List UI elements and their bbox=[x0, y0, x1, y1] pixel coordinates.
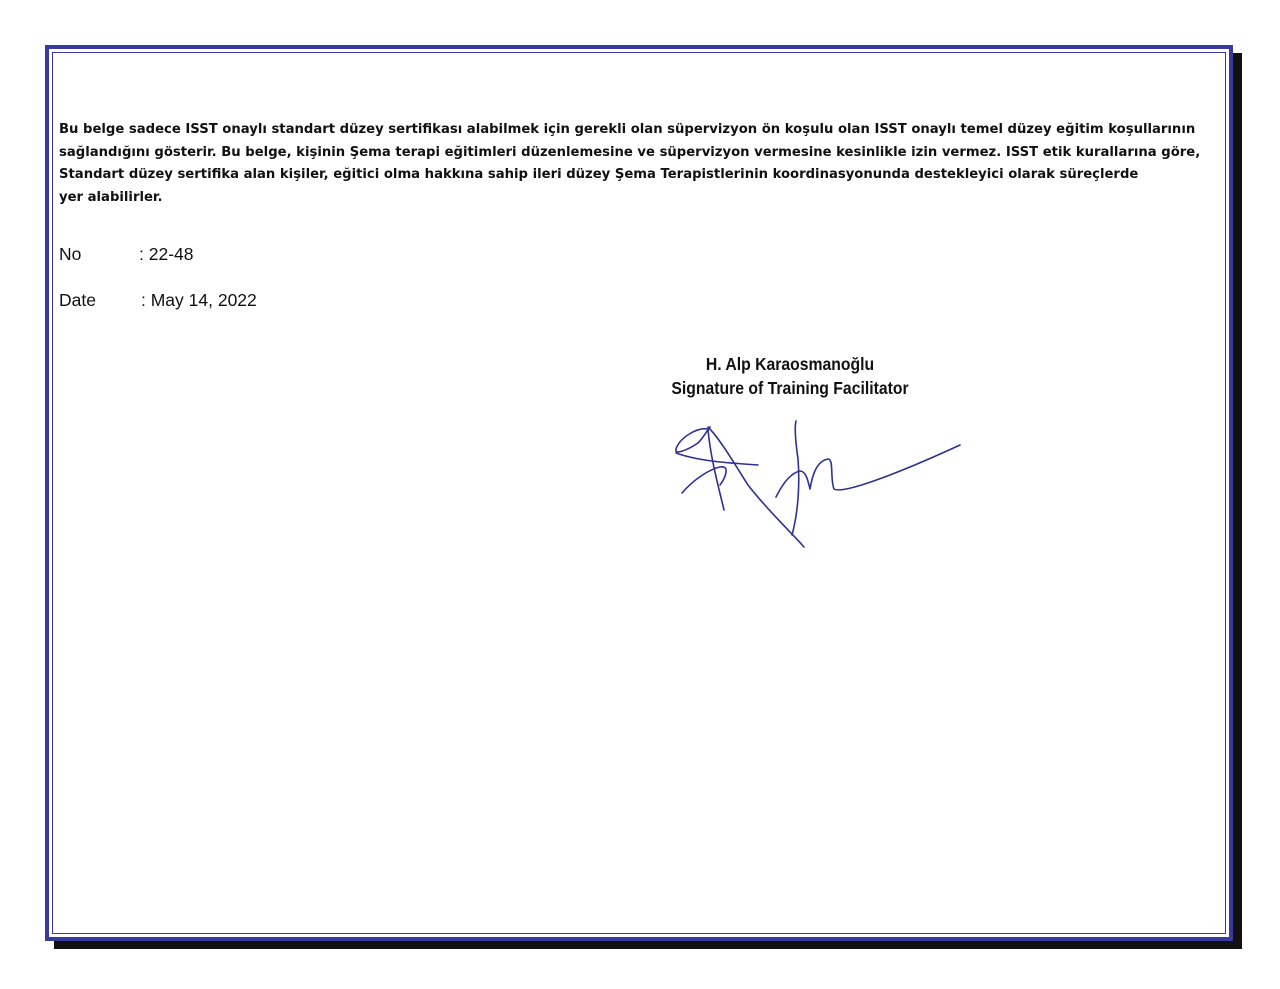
certificate-number-label: No bbox=[59, 244, 82, 264]
facilitator-block bbox=[655, 352, 925, 400]
certificate-number-value: : 22-48 bbox=[139, 244, 194, 264]
handwritten-signature-icon bbox=[668, 415, 968, 555]
signature-stroke bbox=[792, 421, 799, 535]
signature-stroke bbox=[708, 427, 804, 547]
notice-paragraph bbox=[59, 119, 1199, 209]
certificate-date-label: Date bbox=[59, 290, 96, 310]
notice-line: sağlandığını gösterir. Bu belge, kişinin Şema terapi eğitimleri düzenlemesine ve süpervizyon vermesine kesinlikle izin vermez. ISST etik kurallarına göre, bbox=[59, 144, 1201, 160]
notice-line: Bu belge sadece ISST onaylı standart düzey sertifikası alabilmek için gerekli olan süpervizyon ön koşulu olan ISST onaylı temel düzey eğitim koşullarının bbox=[59, 122, 1196, 137]
facilitator-name: H. Alp Karaosmanoğlu bbox=[705, 354, 875, 374]
certificate-date-value: : May 14, 2022 bbox=[141, 290, 257, 310]
facilitator-title: Signature of Training Facilitator bbox=[671, 378, 909, 398]
notice-line: yer alabilirler. bbox=[59, 189, 163, 205]
notice-line: Standart düzey sertifika alan kişiler, eğitici olma hakkına sahip ileri düzey Şema Terapistlerinin koordinasyonunda destekleyici olarak süreçlerde bbox=[59, 167, 1139, 182]
signature-stroke bbox=[776, 445, 960, 497]
signature-stroke bbox=[676, 453, 758, 465]
